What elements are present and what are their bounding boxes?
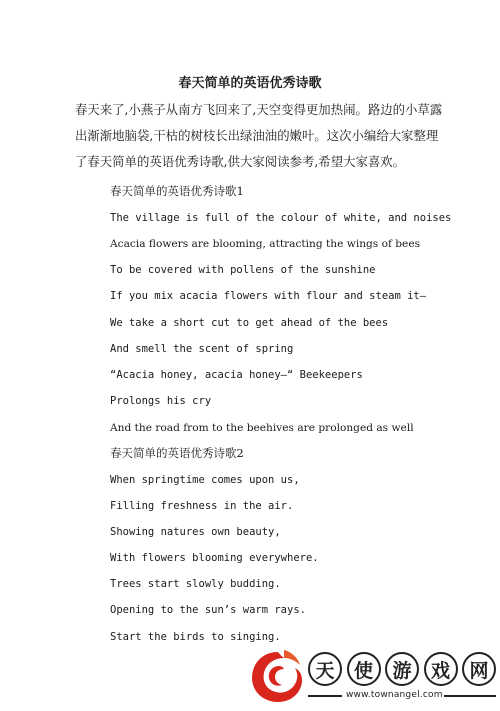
poem-1-line: To be covered with pollens of the sunshine [110,264,376,276]
watermark-char: 天 [308,652,342,686]
poem-2-line: Start the birds to singing. [110,631,281,643]
document-title: 春天简单的英语优秀诗歌 [178,76,322,91]
poem-1-line: And the road from to the beehives are prolonged as well [110,422,414,434]
intro-line: 春天来了,小燕子从南方飞回来了,天空变得更加热闹。路边的小草露 [75,102,443,117]
poem-2-heading: 春天简单的英语优秀诗歌2 [110,446,244,460]
watermark-rule-right [444,695,496,697]
poem-2-line: When springtime comes upon us, [110,474,300,486]
poem-1-line: If you mix acacia flowers with flour and steam it— [110,290,427,302]
poem-1-heading: 春天简单的英语优秀诗歌1 [110,184,244,198]
red-swirl-logo-icon [248,646,308,706]
watermark-characters [308,652,496,688]
poem-2-line: Filling freshness in the air. [110,500,294,512]
watermark-char: 使 [347,652,381,686]
watermark-char: 网 [462,652,496,686]
intro-paragraph [75,97,443,175]
poem-2-line: Showing natures own beauty, [110,526,281,538]
watermark-char: 游 [385,652,419,686]
watermark-char: 戏 [424,652,458,686]
poem-1-line: Acacia flowers are blooming, attracting the wings of bees [110,238,421,250]
intro-line: 出渐渐地脑袋,干枯的树枝长出绿油油的嫩叶。这次小编给大家整理 [75,128,439,143]
watermark-rule-left [308,695,342,697]
poem-1-line: And smell the scent of spring [110,343,294,355]
poem-2-line: Opening to the sun’s warm rays. [110,604,306,616]
poem-2-line: Trees start slowly budding. [110,578,281,590]
poem-1-line: “Acacia honey, acacia honey—“ Beekeepers [110,369,363,381]
poem-2-line: With flowers blooming everywhere. [110,552,319,564]
poem-1-line: The village is full of the colour of white, and noises [110,212,452,224]
poem-1-line: We take a short cut to get ahead of the bees [110,317,389,329]
intro-line: 了春天简单的英语优秀诗歌,供大家阅读参考,希望大家喜欢。 [75,154,406,169]
watermark-url: www.townangel.com [346,690,443,700]
poem-1-line: Prolongs his cry [110,395,212,407]
watermark [248,646,500,707]
